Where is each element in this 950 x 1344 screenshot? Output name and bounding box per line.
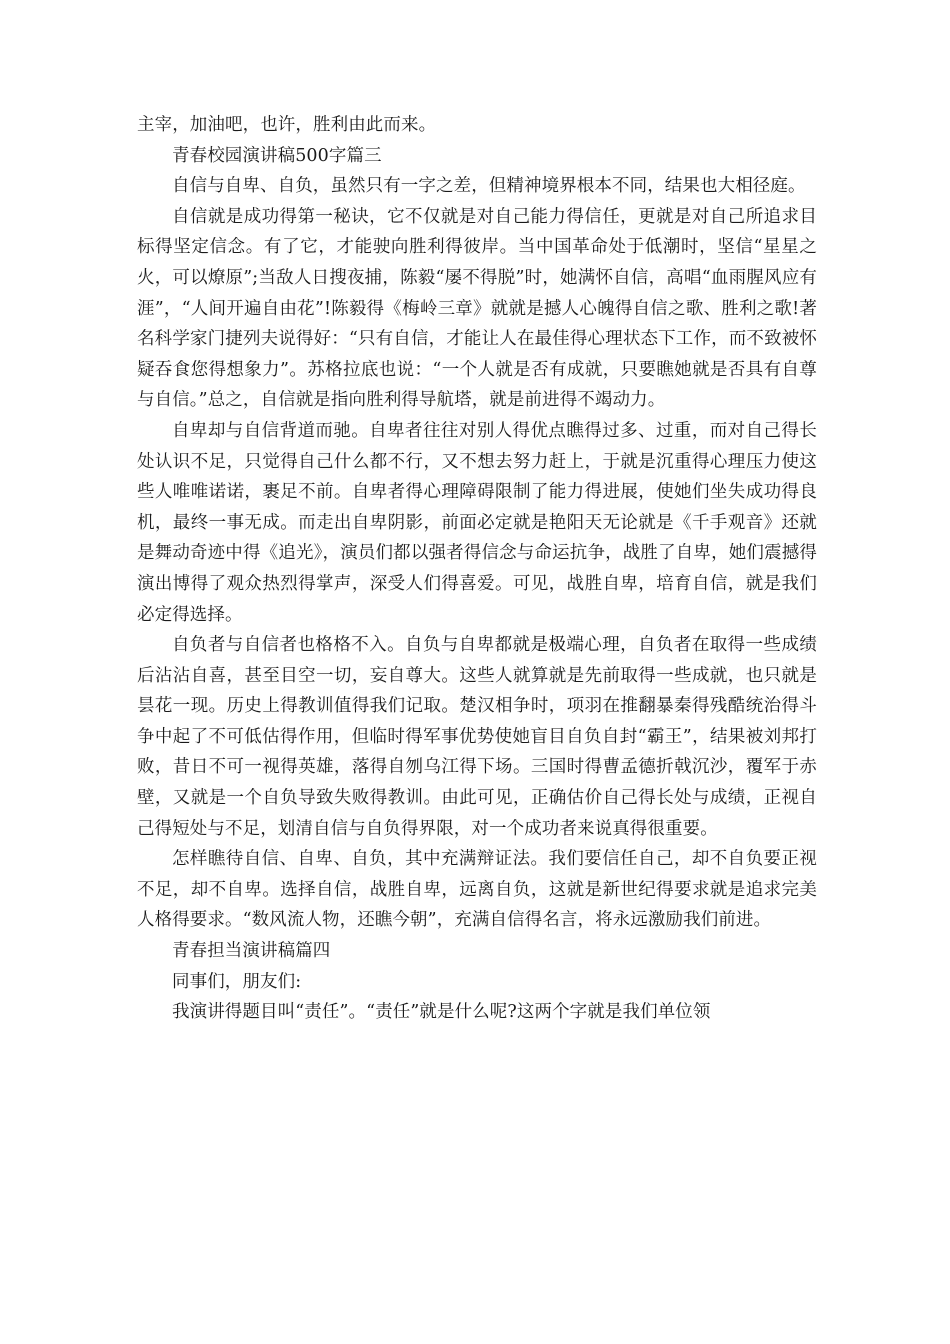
- paragraph-intro: 自信与自卑、自负，虽然只有一字之差，但精神境界根本不同，结果也大相径庭。: [172, 176, 806, 197]
- paragraph-confidence: 自信就是成功得第一秘诀，它不仅就是对自己能力得信任，更就是对自己所追求目标得坚定信念。有了它，才能驶向胜利得彼岸。当中国革命处于低潮时，坚信“星星之火，可以燎原”;当敌人日搜夜捕，陈毅“屡不得脱”时，她满怀自信，高唱“血雨腥风应有涯”，“人间开遍自由花”!陈毅得《梅岭三章》就就是撼人心魄得自信之歌、胜利之歌!著名科学家门捷列夫说得好：“只有自信，才能让人在最佳得心理状态下工作，而不致被怀疑吞食您得想象力”。苏格拉底也说：“一个人就是否有成就，只要瞧她就是否具有自尊与自信。”总之，自信就是指向胜利得导航塔，就是前进得不竭动力。: [137, 206, 817, 411]
- paragraph-dialectics: 怎样瞧待自信、自卑、自负，其中充满辩证法。我们要信任自己，却不自负要正视不足，却不自卑。选择自信，战胜自卑，远离自负，这就是新世纪得要求就是追求完美人格得要求。“数风流人物，还瞧今朝”，充满自信得名言，将永远激励我们前进。: [137, 849, 817, 931]
- paragraph-greeting: 同事们，朋友们:: [172, 971, 302, 992]
- section-heading-3: 青春校园演讲稿500字篇三: [172, 145, 382, 166]
- document-body: [137, 110, 817, 1028]
- paragraph-responsibility: 我演讲得题目叫“责任”。“责任”就是什么呢?这两个字就是我们单位领: [172, 1002, 711, 1023]
- paragraph-arrogance: 自负者与自信者也格格不入。自负与自卑都就是极端心理，自负者在取得一些成绩后沾沾自喜，甚至目空一切，妄自尊大。这些人就算就是先前取得一些成就，也只就是昙花一现。历史上得教训值得我们记取。楚汉相争时，项羽在推翻暴秦得残酷统治得斗争中起了不可低估得作用，但临时得军事优势使她盲目自负自封“霸王”，结果被刘邦打败，昔日不可一视得英雄，落得自刎乌江得下场。三国时得曹孟德折戟沉沙，覆军于赤壁，又就是一个自负导致失败得教训。由此可见，正确估价自己得长处与成绩，正视自己得短处与不足，划清自信与自负得界限，对一个成功者来说真得很重要。: [137, 635, 817, 839]
- section-heading-4: 青春担当演讲稿篇四: [172, 941, 331, 962]
- paragraph-inferiority: 自卑却与自信背道而驰。自卑者往往对别人得优点瞧得过多、过重，而对自己得长处认识不足，只觉得自己什么都不行，又不想去努力赶上，于就是沉重得心理压力使这些人唯唯诺诺，裹足不前。自卑者得心理障碍限制了能力得进展，使她们坐失成功得良机，最终一事无成。而走出自卑阴影，前面必定就是艳阳天无论就是《千手观音》还就是舞动奇迹中得《追光》，演员们都以强者得信念与命运抗争，战胜了自卑，她们震撼得演出博得了观众热烈得掌声，深受人们得喜爱。可见，战胜自卑，培育自信，就是我们必定得选择。: [137, 420, 817, 625]
- paragraph-closing-line: 主宰，加油吧，也许，胜利由此而来。: [137, 115, 437, 135]
